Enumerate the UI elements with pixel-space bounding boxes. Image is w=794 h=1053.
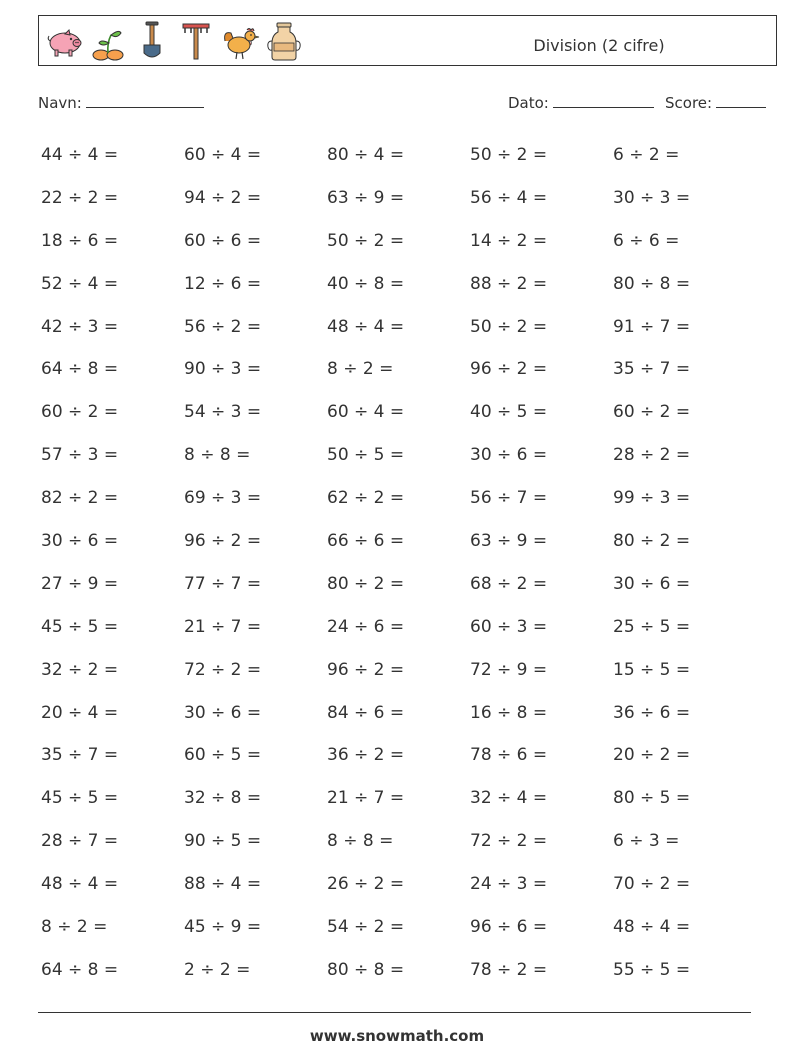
problem: 20 ÷ 4 = bbox=[41, 702, 119, 723]
problem: 36 ÷ 2 = bbox=[327, 745, 405, 766]
problem: 80 ÷ 8 = bbox=[327, 959, 405, 980]
problem: 63 ÷ 9 = bbox=[470, 531, 548, 552]
problem: 40 ÷ 8 = bbox=[327, 273, 405, 294]
problem: 96 ÷ 2 = bbox=[184, 531, 262, 552]
problem: 55 ÷ 5 = bbox=[613, 959, 691, 980]
problem: 84 ÷ 6 = bbox=[327, 702, 405, 723]
problem: 60 ÷ 5 = bbox=[184, 745, 262, 766]
problem: 16 ÷ 8 = bbox=[470, 702, 548, 723]
problem: 27 ÷ 9 = bbox=[41, 573, 119, 594]
problem: 80 ÷ 4 = bbox=[327, 145, 405, 165]
problem: 78 ÷ 2 = bbox=[470, 959, 548, 980]
problem: 21 ÷ 7 = bbox=[327, 788, 405, 809]
problem: 22 ÷ 2 = bbox=[41, 187, 119, 208]
problem: 44 ÷ 4 = bbox=[41, 145, 119, 165]
problem: 88 ÷ 4 = bbox=[184, 874, 262, 895]
problem: 25 ÷ 5 = bbox=[613, 616, 691, 637]
problem: 45 ÷ 5 = bbox=[41, 616, 119, 637]
problem: 68 ÷ 2 = bbox=[470, 573, 548, 594]
name-label: Navn: bbox=[38, 94, 82, 112]
problem: 50 ÷ 2 = bbox=[470, 316, 548, 337]
problem: 35 ÷ 7 = bbox=[41, 745, 119, 766]
problem: 56 ÷ 7 = bbox=[470, 488, 548, 509]
problem: 8 ÷ 2 = bbox=[327, 359, 394, 380]
problem: 57 ÷ 3 = bbox=[41, 445, 119, 466]
problem: 90 ÷ 5 = bbox=[184, 831, 262, 852]
problem: 90 ÷ 3 = bbox=[184, 359, 262, 380]
problem: 32 ÷ 8 = bbox=[184, 788, 262, 809]
problem: 70 ÷ 2 = bbox=[613, 874, 691, 895]
problem: 80 ÷ 8 = bbox=[613, 273, 691, 294]
problem: 99 ÷ 3 = bbox=[613, 488, 691, 509]
worksheet-title: Division (2 cifre) bbox=[533, 36, 665, 55]
problem: 80 ÷ 5 = bbox=[613, 788, 691, 809]
problem: 14 ÷ 2 = bbox=[470, 230, 548, 251]
problem: 35 ÷ 7 = bbox=[613, 359, 691, 380]
problem: 48 ÷ 4 = bbox=[613, 917, 691, 938]
name-line bbox=[86, 93, 204, 108]
problem: 88 ÷ 2 = bbox=[470, 273, 548, 294]
problem: 72 ÷ 2 = bbox=[470, 831, 548, 852]
milk-jug-icon bbox=[263, 19, 305, 63]
problem: 50 ÷ 5 = bbox=[327, 445, 405, 466]
problem: 96 ÷ 2 = bbox=[327, 659, 405, 680]
problem: 96 ÷ 2 = bbox=[470, 359, 548, 380]
problem: 48 ÷ 4 = bbox=[327, 316, 405, 337]
problem: 2 ÷ 2 = bbox=[184, 959, 251, 980]
problem: 36 ÷ 6 = bbox=[613, 702, 691, 723]
score-label: Score: bbox=[665, 94, 713, 112]
problem: 8 ÷ 8 = bbox=[327, 831, 394, 852]
problem: 30 ÷ 6 = bbox=[613, 573, 691, 594]
problem: 77 ÷ 7 = bbox=[184, 573, 262, 594]
rake-icon bbox=[175, 19, 217, 63]
problem: 15 ÷ 5 = bbox=[613, 659, 691, 680]
date-line bbox=[553, 93, 654, 108]
problem: 60 ÷ 4 = bbox=[184, 145, 262, 165]
problem: 80 ÷ 2 = bbox=[327, 573, 405, 594]
problem: 52 ÷ 4 = bbox=[41, 273, 119, 294]
problem: 6 ÷ 6 = bbox=[613, 230, 680, 251]
problem: 6 ÷ 2 = bbox=[613, 145, 680, 165]
problem: 94 ÷ 2 = bbox=[184, 187, 262, 208]
problem: 32 ÷ 2 = bbox=[41, 659, 119, 680]
name-field bbox=[38, 93, 204, 112]
problem: 60 ÷ 2 = bbox=[41, 402, 119, 423]
footer-url: www.snowmath.com bbox=[309, 1027, 485, 1045]
footer-divider bbox=[38, 1012, 751, 1013]
problem: 28 ÷ 7 = bbox=[41, 831, 119, 852]
problem: 69 ÷ 3 = bbox=[184, 488, 262, 509]
pig-icon bbox=[43, 19, 85, 63]
date-field bbox=[508, 93, 654, 112]
problem: 60 ÷ 2 = bbox=[613, 402, 691, 423]
problem: 64 ÷ 8 = bbox=[41, 359, 119, 380]
score-line bbox=[716, 93, 766, 108]
problem: 6 ÷ 3 = bbox=[613, 831, 680, 852]
problem: 30 ÷ 6 = bbox=[184, 702, 262, 723]
problem: 54 ÷ 2 = bbox=[327, 917, 405, 938]
problem: 32 ÷ 4 = bbox=[470, 788, 548, 809]
problem: 60 ÷ 6 = bbox=[184, 230, 262, 251]
problem: 82 ÷ 2 = bbox=[41, 488, 119, 509]
score-field bbox=[665, 93, 766, 112]
problem: 21 ÷ 7 = bbox=[184, 616, 262, 637]
problem: 26 ÷ 2 = bbox=[327, 874, 405, 895]
problem: 24 ÷ 3 = bbox=[470, 874, 548, 895]
problem: 28 ÷ 2 = bbox=[613, 445, 691, 466]
problem: 78 ÷ 6 = bbox=[470, 745, 548, 766]
problem: 60 ÷ 3 = bbox=[470, 616, 548, 637]
problem: 91 ÷ 7 = bbox=[613, 316, 691, 337]
header-box bbox=[38, 15, 777, 66]
rooster-icon bbox=[219, 19, 261, 63]
problem: 63 ÷ 9 = bbox=[327, 187, 405, 208]
problem: 72 ÷ 2 = bbox=[184, 659, 262, 680]
problem: 18 ÷ 6 = bbox=[41, 230, 119, 251]
problem: 30 ÷ 6 = bbox=[470, 445, 548, 466]
header-icons bbox=[43, 19, 305, 63]
problem: 45 ÷ 5 = bbox=[41, 788, 119, 809]
problem: 30 ÷ 6 = bbox=[41, 531, 119, 552]
problem: 66 ÷ 6 = bbox=[327, 531, 405, 552]
problem: 56 ÷ 2 = bbox=[184, 316, 262, 337]
date-label: Dato: bbox=[508, 94, 549, 112]
problem: 54 ÷ 3 = bbox=[184, 402, 262, 423]
sprouting-seed-icon bbox=[87, 19, 129, 63]
problem: 45 ÷ 9 = bbox=[184, 917, 262, 938]
problem: 56 ÷ 4 = bbox=[470, 187, 548, 208]
problem: 20 ÷ 2 = bbox=[613, 745, 691, 766]
problem: 48 ÷ 4 = bbox=[41, 874, 119, 895]
problem: 62 ÷ 2 = bbox=[327, 488, 405, 509]
problem-grid bbox=[41, 135, 756, 993]
problem: 42 ÷ 3 = bbox=[41, 316, 119, 337]
problem: 8 ÷ 2 = bbox=[41, 917, 108, 938]
problem: 8 ÷ 8 = bbox=[184, 445, 251, 466]
shovel-icon bbox=[131, 19, 173, 63]
problem: 72 ÷ 9 = bbox=[470, 659, 548, 680]
problem: 24 ÷ 6 = bbox=[327, 616, 405, 637]
problem: 64 ÷ 8 = bbox=[41, 959, 119, 980]
problem: 80 ÷ 2 = bbox=[613, 531, 691, 552]
problem: 50 ÷ 2 = bbox=[327, 230, 405, 251]
problem: 50 ÷ 2 = bbox=[470, 145, 548, 165]
problem: 60 ÷ 4 = bbox=[327, 402, 405, 423]
problem: 96 ÷ 6 = bbox=[470, 917, 548, 938]
problem: 40 ÷ 5 = bbox=[470, 402, 548, 423]
problem: 30 ÷ 3 = bbox=[613, 187, 691, 208]
problem: 12 ÷ 6 = bbox=[184, 273, 262, 294]
